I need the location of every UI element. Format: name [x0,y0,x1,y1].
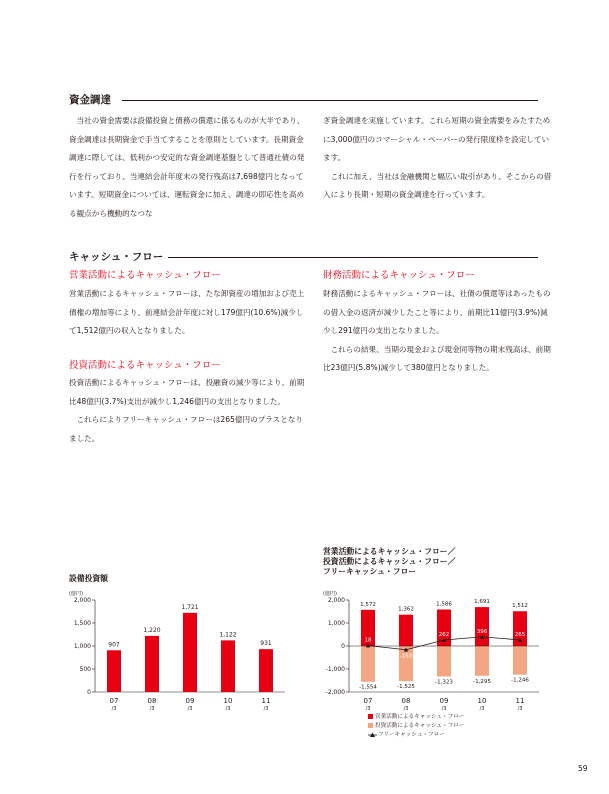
financing-cf-paragraph [323,285,555,378]
x-tick-label: 09 [185,697,195,705]
free-cf-value-label: -163 [399,653,413,660]
funding-left-text: 当社の資金需要は設備投資と債務の償還に係るものが大半であり、資金調達は長期資金で手当てすることを原則としています。長期資金調達に際しては、低利かつ安定的な資金調達基盤として普通社債の発行を行っており、当連結会計年度末の発行残高は7,698億円となっています。短期資金については、運転資金に加え、調達の即応性を高める観点から機動的なつな [69,116,305,218]
capex-bar [183,613,197,692]
x-tick-label: 07 [109,697,119,705]
operating-cf-heading: 営業活動によるキャッシュ・フロー [69,270,221,281]
investing-cf-text-2: これらによりフリーキャッシュ・フローは265億円のプラスとなりました。 [69,415,304,443]
financing-cf-heading: 財務活動によるキャッシュ・フロー [323,270,475,281]
capex-chart-title: 設備投資額 [69,574,108,583]
y-tick-label: 0 [87,689,91,696]
y-tick-label: 1,000 [73,643,91,650]
investing-cf-value-label: -1,246 [511,677,529,684]
cashflow-chart-title-line-2: 投資活動によるキャッシュ・フロー／ [323,557,456,566]
x-tick-suffix: /3 [111,706,117,712]
legend-label-operating: 営業活動によるキャッシュ・フロー [375,714,465,720]
financing-cf-text-2: これらの結果、当期の現金および現金同等物の期末残高は、前期比23億円(5.8%)減少して380億円となりました。 [323,344,551,373]
capex-bar-chart [60,590,300,720]
capex-bar [145,636,159,692]
cashflow-chart-title-line-1: 営業活動によるキャッシュ・フロー／ [323,547,456,556]
cashflow-chart-unit: (億円) [323,591,337,597]
investing-cf-value-label: -1,525 [397,684,415,691]
x-tick-suffix: /3 [149,706,155,712]
free-cf-value-label: 396 [476,628,488,635]
investing-cf-heading: 投資活動によるキャッシュ・フロー [69,360,221,371]
y-tick-label: 1,000 [327,620,345,627]
x-tick-suffix: /3 [517,706,523,712]
operating-cf-value-label: 1,362 [398,606,414,613]
legend-item-free [368,731,464,740]
x-tick-label: 11 [261,697,271,705]
y-tick-label: 500 [79,666,91,673]
funding-title-rule [122,100,538,101]
y-tick-label: 2,000 [327,597,345,604]
funding-right-text-2: これに加え、当社は金融機関と幅広い取引があり、そこからの借入により長期・短期の資金調達を行っています。 [323,171,552,200]
investing-cf-bar [513,646,527,675]
investing-cf-bar [475,646,489,676]
y-tick-label: -1,000 [325,666,345,673]
investing-cf-value-label: -1,554 [359,684,377,691]
capex-value-label: 1,220 [143,626,161,634]
x-tick-suffix: /3 [263,706,269,712]
cashflow-chart-title-line-3: フリーキャッシュ・フロー [323,567,417,576]
x-tick-suffix: /3 [403,706,409,712]
x-tick-label: 09 [439,697,449,705]
funding-left-paragraph [69,112,307,224]
operating-cf-value-label: 1,586 [436,601,452,608]
cashflow-chart-legend [368,713,464,740]
capex-value-label: 1,122 [219,631,237,639]
legend-label-free: フリーキャッシュ・フロー [378,732,445,738]
x-tick-suffix: /3 [225,706,231,712]
cashflow-chart-title [323,547,455,577]
y-tick-label: 2,000 [73,597,91,604]
operating-cf-bar [475,607,489,646]
capex-value-label: 931 [260,640,272,648]
y-tick-label: 0 [341,643,345,650]
cashflow-title-rule [168,257,538,258]
capex-bar [221,640,235,692]
investing-cf-bar [437,646,451,676]
x-tick-label: 08 [147,697,157,705]
page-number: 59 [578,764,588,773]
capex-value-label: 907 [108,641,120,649]
operating-cf-paragraph [69,285,307,341]
free-cf-value-label: 262 [438,631,450,638]
investing-cf-value-label: -1,323 [435,679,453,686]
legend-item-investing [368,722,464,731]
legend-swatch-operating [368,714,373,719]
legend-line-marker-icon [368,732,377,738]
legend-swatch-investing [368,723,373,728]
x-tick-label: 07 [363,697,373,705]
funding-right-text-1: ぎ資金調達を実施しています。これら短期の資金需要をみたすために3,000億円のコマーシャル・ペーパーの発行限度枠を設定しています。 [323,116,551,163]
capex-chart-unit: (億円) [69,591,83,597]
cashflow-section-title: キャッシュ・フロー [69,251,164,263]
y-tick-label: -2,000 [325,689,345,696]
x-tick-suffix: /3 [187,706,193,712]
investing-cf-bar [361,646,375,682]
x-tick-label: 11 [515,697,525,705]
investing-cf-value-label: -1,295 [473,678,491,685]
x-tick-suffix: /3 [479,706,485,712]
capex-value-label: 1,721 [181,603,199,611]
investing-cf-text: 投資活動によるキャッシュ・フローは、投融資の減少等により、前期比48億円(3.7%)支出が減少し1,246億円の支出となりました。 [69,378,305,406]
free-cf-value-label: 265 [514,631,526,638]
capex-bar [259,649,273,692]
x-tick-suffix: /3 [441,706,447,712]
capex-bar [107,650,121,692]
operating-cf-text: 営業活動によるキャッシュ・フローは、たな卸資産の増加および売上債権の増加等により、前連結会計年度に対し179億円(10.6%)減少して1,512億円の収入となりました。 [69,289,305,336]
funding-section-title: 資金調達 [69,94,111,106]
x-tick-suffix: /3 [365,706,371,712]
free-cf-value-label: 18 [364,637,372,644]
y-tick-label: 1,500 [73,620,91,627]
legend-item-operating [368,713,464,722]
x-tick-label: 10 [223,697,233,705]
funding-right-paragraph [323,112,555,205]
operating-cf-bar [399,615,413,646]
investing-cf-paragraph [69,374,307,448]
legend-label-investing: 投資活動によるキャッシュ・フロー [375,723,465,729]
operating-cf-value-label: 1,691 [474,599,490,606]
operating-cf-value-label: 1,572 [360,601,376,608]
x-tick-label: 10 [477,697,487,705]
cashflow-bar-line-chart [314,590,554,720]
financing-cf-text: 財務活動によるキャッシュ・フローは、社債の償還等はあったものの借入金の返済が減少したこと等により、前期比11億円(3.9%)減少し291億円の支出となりました。 [323,289,551,336]
operating-cf-value-label: 1,512 [512,603,528,610]
x-tick-label: 08 [401,697,411,705]
